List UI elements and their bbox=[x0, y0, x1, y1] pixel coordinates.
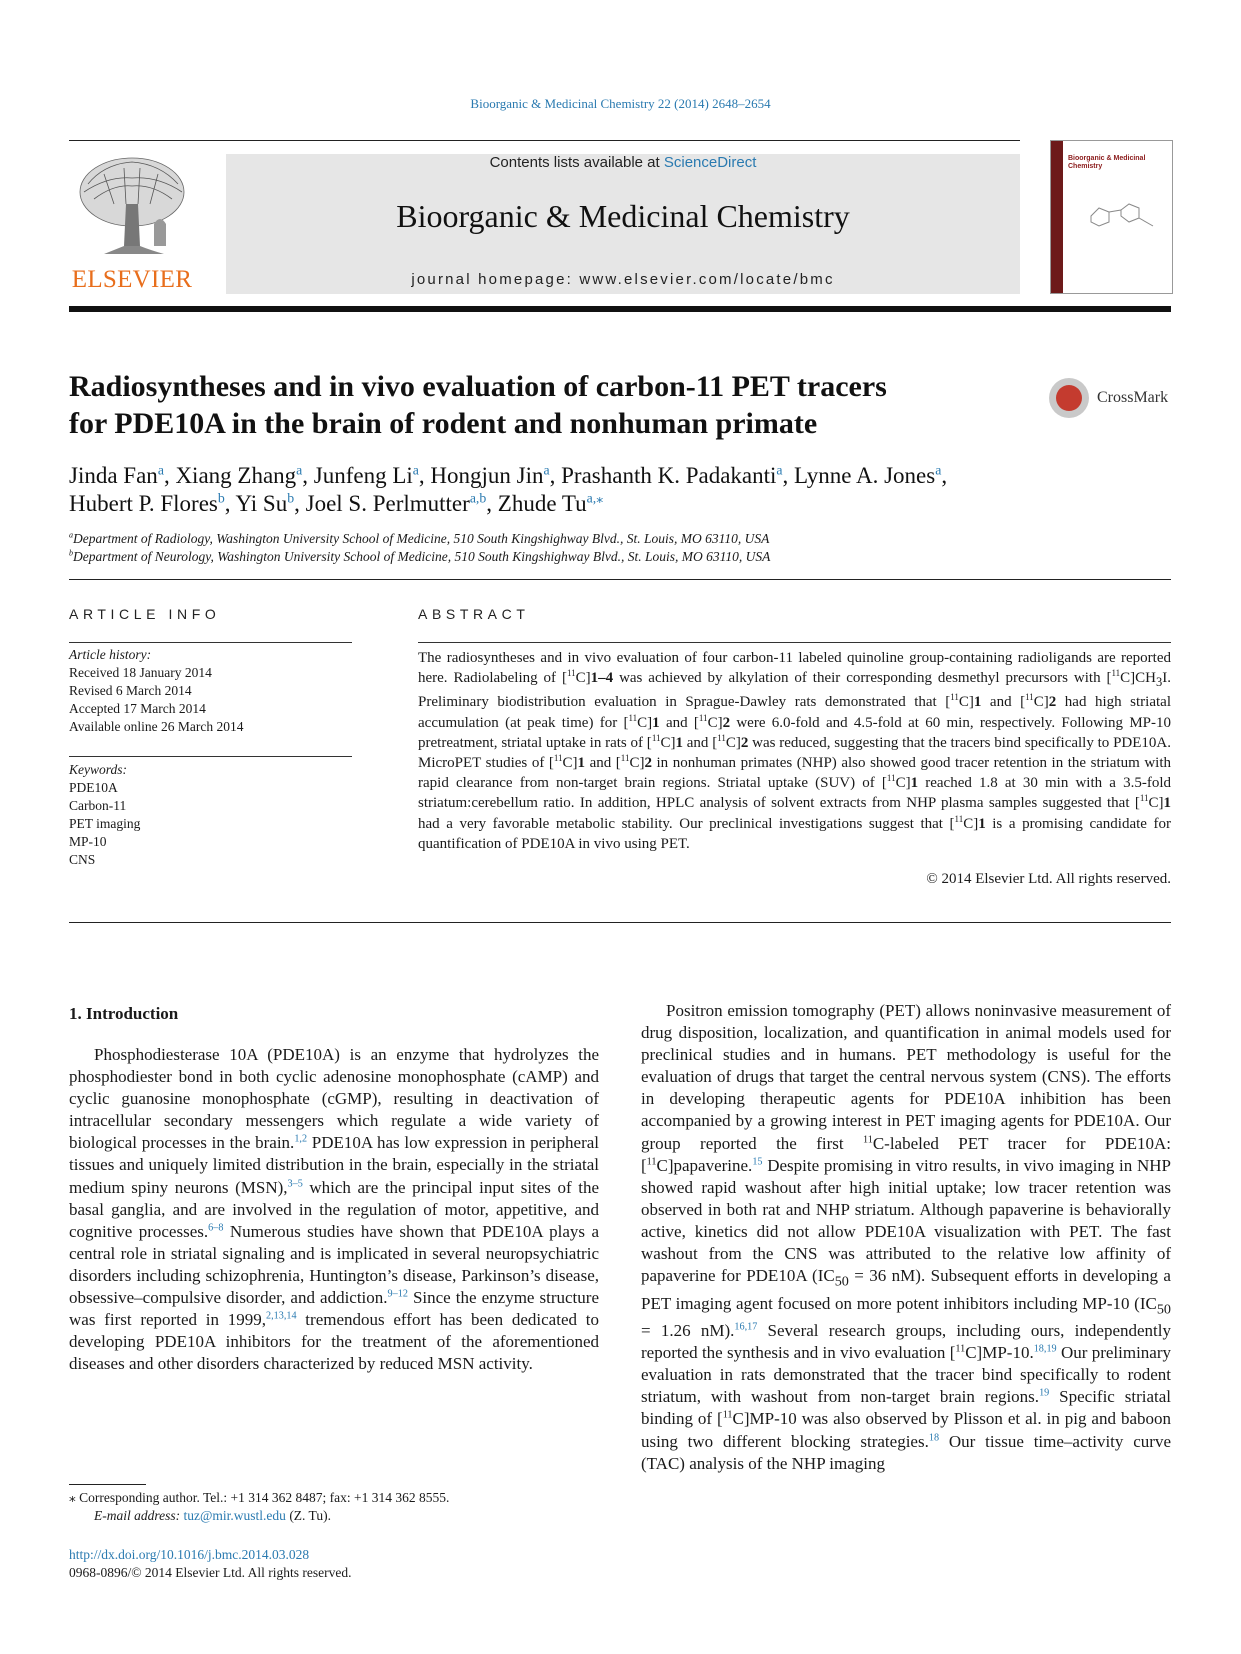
article-info-heading: ARTICLE INFO bbox=[69, 606, 221, 622]
author[interactable]: Xiang Zhang$^a$ bbox=[175, 462, 303, 488]
author[interactable]: Hubert P. Flores$^b$ bbox=[69, 490, 225, 516]
author[interactable]: Yi Su$^b$ bbox=[235, 490, 295, 516]
body-column-right bbox=[641, 1000, 1171, 1475]
citation-ref[interactable]: 15 bbox=[752, 1156, 763, 1167]
cover-molecule-icon bbox=[1081, 196, 1161, 236]
keyword: PET imaging bbox=[69, 816, 141, 831]
history-item: Received 18 January 2014 bbox=[69, 665, 212, 680]
cover-spine bbox=[1051, 141, 1063, 293]
keyword: Carbon-11 bbox=[69, 798, 127, 813]
body-column-left bbox=[69, 1044, 599, 1375]
affiliations bbox=[69, 530, 1169, 566]
crossmark-icon bbox=[1049, 378, 1089, 418]
email-link[interactable]: tuz@mir.wustl.edu bbox=[183, 1508, 286, 1523]
section-rule bbox=[69, 922, 1171, 923]
contents-prefix: Contents lists available at bbox=[489, 154, 664, 171]
citation-ref[interactable]: 1,2 bbox=[294, 1133, 308, 1145]
header-rule bbox=[69, 140, 1020, 141]
history-label: Article history: bbox=[69, 647, 152, 662]
affiliation: $^b$Department of Neurology, Washington University School of Medicine, 510 South Kingshighway Blvd., St. Louis, MO 63110, USA bbox=[69, 548, 771, 564]
history-item: Available online 26 March 2014 bbox=[69, 719, 244, 734]
keywords bbox=[69, 761, 352, 869]
citation-ref[interactable]: 18 bbox=[928, 1431, 940, 1443]
header-thick-rule bbox=[69, 306, 1171, 312]
journal-banner bbox=[226, 154, 1020, 294]
citation-ref[interactable]: 18,19 bbox=[1033, 1343, 1057, 1355]
title-line: for PDE10A in the brain of rodent and nonhuman primate bbox=[69, 407, 818, 440]
title-line: Radiosyntheses and in vivo evaluation of carbon-11 PET tracers bbox=[69, 370, 887, 403]
citation-ref[interactable]: 9–12 bbox=[387, 1288, 408, 1300]
doi-link[interactable]: http://dx.doi.org/10.1016/j.bmc.2014.03.028 bbox=[69, 1547, 310, 1562]
abstract-rule bbox=[418, 642, 1171, 643]
author[interactable]: Hongjun Jin$^a$ bbox=[430, 462, 550, 488]
keyword: CNS bbox=[69, 852, 96, 867]
author[interactable]: Prashanth K. Padakanti$^a$ bbox=[561, 462, 783, 488]
author[interactable]: Joel S. Perlmutter$^{a,b}$ bbox=[305, 490, 487, 516]
journal-name: Bioorganic & Medicinal Chemistry bbox=[396, 198, 850, 234]
email-line: E-mail address: tuz@mir.wustl.edu (Z. Tu). bbox=[94, 1508, 331, 1523]
author[interactable]: Junfeng Li$^a$ bbox=[313, 462, 419, 488]
keywords-label: Keywords: bbox=[69, 762, 127, 777]
paragraph: Positron emission tomography (PET) allows noninvasive measurement of drug disposition, localization, and quantification in animal models used for preclinical studies and in humans. PET methodology is useful for the evaluation of drugs that target the central nervous system (CNS). The efforts in developing therapeutic agents for PDE10A inhibition has been accompanied by a growing interest in PET imaging agents for PDE10A. Our group reported the first $^{11}$C-labeled PET tracer for PDE10A: [$^{11}$C]papaverine.$^{15}$ Despite promising in vitro results, in vivo imaging in NHP showed rapid washout after high initial uptake; low tracer retention was observed in both rat and NHP striatum. Although papaverine is behaviorally active, kinetics did not allow PDE10A visualization with PET. The fast washout from the CNS was attributed to the relative low affinity of papaverine for PDE10A ($IC_{50} = 36$ nM). Subsequent efforts in developing a PET imaging agent focused on more potent inhibitors including MP-10 ($IC_{50} = 1.26$ nM).$^{16,17}$ Several research groups, including ours, independently reported the synthesis and in vivo evaluation [$^{11}$C]MP-10.$^{18,19}$ Our preliminary evaluation in rats demonstrated that the tracer bind specifically to rodent striatum, with washout from non-target brain regions.$^{19}$ Specific striatal binding of [$^{11}$C]MP-10 was also observed by Plisson et al. in pig and baboon using two different blocking strategies.$^{18}$ Our tissue time–activity curve (TAC) analysis of the NHP imaging bbox=[641, 1001, 1172, 1473]
keywords-rule bbox=[69, 756, 352, 757]
abstract-copyright: © 2014 Elsevier Ltd. All rights reserved. bbox=[926, 871, 1171, 887]
author[interactable]: Jinda Fan$^a$ bbox=[69, 462, 164, 488]
journal-cover-thumbnail[interactable] bbox=[1050, 140, 1173, 294]
elsevier-tree-icon bbox=[74, 154, 190, 260]
abstract-heading: ABSTRACT bbox=[418, 606, 530, 622]
keyword: PDE10A bbox=[69, 780, 118, 795]
journal-homepage[interactable]: journal homepage: www.elsevier.com/locate/bmc bbox=[411, 271, 835, 288]
history-item: Revised 6 March 2014 bbox=[69, 683, 192, 698]
author-list: Jinda Fan$^a$, Xiang Zhang$^a$, Junfeng Li$^a$, Hongjun Jin$^a$, Prashanth K. Padakanti$^a$, Lynne A. Jones$^a$, Hubert P. Flores$^b$, Yi Su$^b$, Joel S. Perlmutter$^{a,b}$, Zhude $Tu^{a,⁎}$ bbox=[69, 462, 948, 516]
citation-ref[interactable]: 3–5 bbox=[287, 1177, 303, 1189]
elsevier-wordmark: ELSEVIER bbox=[71, 266, 193, 293]
abstract-text: The radiosyntheses and in vivo evaluation of four carbon-11 labeled quinoline group-containing radioligands are reported here. Radiolabeling of [$^{11}$C]1–4 was achieved by alkylation of their corresponding desmethyl precursors with $[^{11}C]CH_3I$. Preliminary biodistribution evaluation in Sprague-Dawley rats demonstrated that [$^{11}$C]1 and [$^{11}$C]2 had high striatal accumulation (at peak time) for [$^{11}$C]1 and [$^{11}$C]2 were 6.0-fold and 4.5-fold at 60 min, respectively. Following MP-10 pretreatment, striatal uptake in rats of [$^{11}$C]1 and [$^{11}$C]2 was reduced, suggesting that the tracers bind specifically to PDE10A. MicroPET studies of [$^{11}$C]1 and [$^{11}$C]2 in nonhuman primates (NHP) also showed good tracer retention in the striatum with rapid clearance from non-target brain regions. Striatal uptake (SUV) of [$^{11}$C]1 reached 1.8 at 30 min with a 3.5-fold striatum:cerebellum ratio. In addition, HPLC analysis of solvent extracts from NHP plasma samples suggested that [$^{11}$C]1 had a very favorable metabolic stability. Our preclinical investigations suggest that [$^{11}$C]1 is a promising candidate for quantification of PDE10A in vivo using PET. bbox=[418, 650, 1172, 852]
article-history bbox=[69, 646, 352, 736]
citation-ref[interactable]: 16,17 bbox=[734, 1321, 758, 1333]
article-info-rule bbox=[69, 642, 352, 643]
corresponding-author-note: ⁎ Corresponding author. Tel.: +1 314 362 8487; fax: +1 314 362 8555. bbox=[69, 1490, 450, 1505]
cover-title: Bioorganic & Medicinal Chemistry bbox=[1068, 155, 1146, 170]
paragraph: Phosphodiesterase 10A (PDE10A) is an enzyme that hydrolyzes the phosphodiester bond in both cyclic adenosine monophosphate (cAMP) and cyclic guanosine monophosphate (cGMP), resulting in deactivation of intracellular secondary messengers which regulate a wide variety of biological processes in the brain.$^{1,2}$ PDE10A has low expression in peripheral tissues and uniquely limited distribution in the brain, especially in the striatal medium spiny neurons (MSN),$^{3-5}$ which are the principal input sites of the basal ganglia, and are involved in the regulation of motor, appetitive, and cognitive processes.$^{6-8}$ Numerous studies have shown that PDE10A plays a central role in striatal signaling and is implicated in several neuropsychiatric disorders including schizophrenia, Huntington’s disease, Parkinson’s disease, obsessive–compulsive disorder, and addiction.$^{9-12}$ Since the enzyme structure was first reported in 1999,$^{2,13,14}$ tremendous effort has been dedicated to developing PDE10A inhibitors for the treatment of the aforementioned diseases and other disorders characterized by reduced MSN activity. bbox=[69, 1045, 600, 1374]
journal-citation[interactable]: Bioorganic & Medicinal Chemistry 22 (2014) 2648–2654 bbox=[470, 96, 771, 111]
crossmark-badge[interactable] bbox=[1049, 378, 1174, 422]
elsevier-logo[interactable] bbox=[69, 154, 195, 294]
citation-ref[interactable]: 6–8 bbox=[208, 1222, 224, 1234]
article-title bbox=[69, 368, 989, 442]
doi-block bbox=[69, 1546, 351, 1582]
affiliation: $^a$Department of Radiology, Washington University School of Medicine, 510 South Kingshighway Blvd., St. Louis, MO 63110, USA bbox=[69, 530, 770, 546]
footnote bbox=[69, 1489, 629, 1525]
author[interactable]: Zhude $Tu^{a,⁎}$ bbox=[497, 490, 604, 516]
issn-line: 0968-0896/© 2014 Elsevier Ltd. All rights reserved. bbox=[69, 1565, 352, 1580]
citation-ref[interactable]: 2,13,14 bbox=[265, 1310, 297, 1322]
author[interactable]: Lynne A. Jones$^a$ bbox=[794, 462, 942, 488]
section-heading: 1. Introduction bbox=[69, 1004, 179, 1023]
citation-ref[interactable]: 19 bbox=[1039, 1387, 1050, 1399]
keyword: MP-10 bbox=[69, 834, 107, 849]
crossmark-label: CrossMark bbox=[1097, 389, 1169, 406]
contents-line bbox=[226, 154, 1020, 171]
footnote-rule bbox=[69, 1484, 146, 1485]
history-item: Accepted 17 March 2014 bbox=[69, 701, 206, 716]
sciencedirect-link[interactable]: ScienceDirect bbox=[663, 154, 757, 171]
section-rule bbox=[69, 579, 1171, 580]
